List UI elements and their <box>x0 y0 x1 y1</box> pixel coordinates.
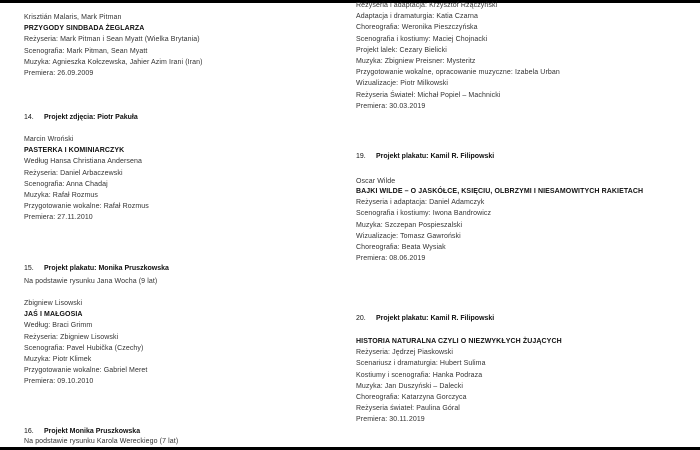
entry-18 <box>356 0 686 112</box>
entry-15-heading <box>24 263 169 274</box>
premiere-date: Premiera: 30.03.2019 <box>356 102 426 110</box>
credit-line: Reżyseria Świateł: Michał Popiel – Machnicki <box>356 91 501 99</box>
entry-authors: Krisztián Malaris, Mark Pitman <box>24 14 122 21</box>
entry-heading-text: Projekt plakatu: Monika Pruszkowska <box>44 265 169 272</box>
credit-line: Reżyseria i adaptacja: Daniel Adamczyk <box>356 199 485 207</box>
credit-line: Choreografia: Weronika Pieszczyńska <box>356 24 478 32</box>
entry-title: HISTORIA NATURALNA CZYLI O NIEZWYKŁYCH ŻUJĄCYCH <box>356 338 562 345</box>
credit-line: Kostiumy i scenografia: Hanka Podraza <box>356 371 483 379</box>
premiere-date: Premiera: 09.10.2010 <box>24 378 94 386</box>
entry-authors: Marcin Wroński <box>24 136 74 143</box>
entry-heading-text: Projekt plakatu: Kamil R. Filipowski <box>376 153 495 160</box>
entry-number: 20. <box>356 315 366 322</box>
credit-line: Scenografia: Pavel Hubička (Czechy) <box>24 344 144 352</box>
credit-line: Przygotowanie wokalne, opracowanie muzyczne: Izabela Urban <box>356 69 560 77</box>
entry-number: 19. <box>356 153 366 160</box>
credit-line: Według Hansa Christiana Andersena <box>24 158 142 166</box>
credit-line: Muzyka: Agnieszka Kołczewska, Jahier Azim Irani (Iran) <box>24 58 203 66</box>
entry-authors: Zbigniew Lisowski <box>24 300 83 307</box>
credit-line: Reżyseria: Daniel Arbaczewski <box>24 169 123 177</box>
credit-line: Wizualizacje: Tomasz Gawroński <box>356 232 461 240</box>
credit-line: Reżyseria: Zbigniew Lisowski <box>24 333 119 341</box>
entry-authors: Oscar Wilde <box>356 178 396 185</box>
premiere-date: Premiera: 30.11.2019 <box>356 416 425 424</box>
credit-line: Projekt lalek: Cezary Bielicki <box>356 46 447 54</box>
entry-19-heading <box>356 151 494 162</box>
credit-line: Muzyka: Szczepan Pospieszalski <box>356 221 463 229</box>
poster-note: Na podstawie rysunku Karola Wereckiego (7 lat) <box>24 438 179 445</box>
credit-line: Scenografia i kostiumy: Iwona Bandrowicz <box>356 210 492 218</box>
entry-20-heading <box>356 313 494 324</box>
entry-heading-text: Projekt Monika Pruszkowska <box>44 428 141 435</box>
entry-15-note <box>24 276 354 287</box>
credit-line: Wizualizacje: Piotr Milkowski <box>356 80 448 88</box>
credit-line: Scenariusz i dramaturgia: Hubert Sulima <box>356 360 486 368</box>
credit-line: Scenografia: Anna Chadaj <box>24 180 108 188</box>
credit-line: Muzyka: Piotr Klimek <box>24 356 92 364</box>
credit-line: Przygotowanie wokalne: Rafał Rozmus <box>24 203 149 211</box>
entry-20 <box>356 336 686 426</box>
entry-number: 16. <box>24 428 34 435</box>
poster-note: Na podstawie rysunku Jana Wocha (9 lat) <box>24 278 158 285</box>
credit-line: Choreografia: Katarzyna Gorczyca <box>356 394 467 402</box>
entry-title: PRZYGODY SINDBADA ŻEGLARZA <box>24 25 145 33</box>
credit-line: Muzyka: Rafał Rozmus <box>24 192 98 200</box>
credit-line: Przygotowanie wokalne: Gabriel Meret <box>24 367 148 375</box>
entry-title: JAŚ I MAŁGOSIA <box>24 311 83 319</box>
credit-line: Scenografia i kostiumy: Maciej Chojnacki <box>356 35 488 43</box>
entry-19 <box>356 176 686 264</box>
credit-line: Choreografia: Beata Wysiak <box>356 244 446 252</box>
entry-title: BAJKI WILDE – O JASKÓŁCE, KSIĘCIU, OLBRZYMI I NIESAMOWITYCH RAKIETACH <box>356 188 644 196</box>
premiere-date: Premiera: 26.09.2009 <box>24 70 94 78</box>
entry-14 <box>24 134 354 224</box>
premiere-date: Premiera: 27.11.2010 <box>24 214 93 222</box>
entry-16-note <box>24 436 354 447</box>
entry-heading-text: Projekt plakatu: Kamil R. Filipowski <box>376 315 495 322</box>
premiere-date: Premiera: 08.06.2019 <box>356 255 426 263</box>
credit-line: Muzyka: Jan Duszyński – Dalecki <box>356 382 463 390</box>
credit-line: Muzyka: Zbigniew Preisner: Mysteritz <box>356 58 476 66</box>
entry-13 <box>24 12 354 79</box>
credit-line: Według: Braci Grimm <box>24 322 93 330</box>
credit-line: Reżyseria i adaptacja: Krzysztof Rzączyński <box>356 2 498 9</box>
credit-line: Reżyseria świateł: Paulina Góral <box>356 405 460 413</box>
credit-line: Adaptacja i dramaturgia: Katia Czarna <box>356 13 478 21</box>
entry-15 <box>24 298 354 388</box>
credit-line: Scenografia: Mark Pitman, Sean Myatt <box>24 47 148 55</box>
entry-14-heading <box>24 112 138 123</box>
entry-heading-text: Projekt zdjęcia: Piotr Pakuła <box>44 114 138 121</box>
credit-line: Reżyseria: Jędrzej Piaskowski <box>356 349 454 357</box>
entry-number: 15. <box>24 265 34 272</box>
entry-number: 14. <box>24 114 34 121</box>
credit-line: Reżyseria: Mark Pitman i Sean Myatt (Wielka Brytania) <box>24 36 200 44</box>
entry-title: PASTERKA I KOMINIARCZYK <box>24 147 125 155</box>
